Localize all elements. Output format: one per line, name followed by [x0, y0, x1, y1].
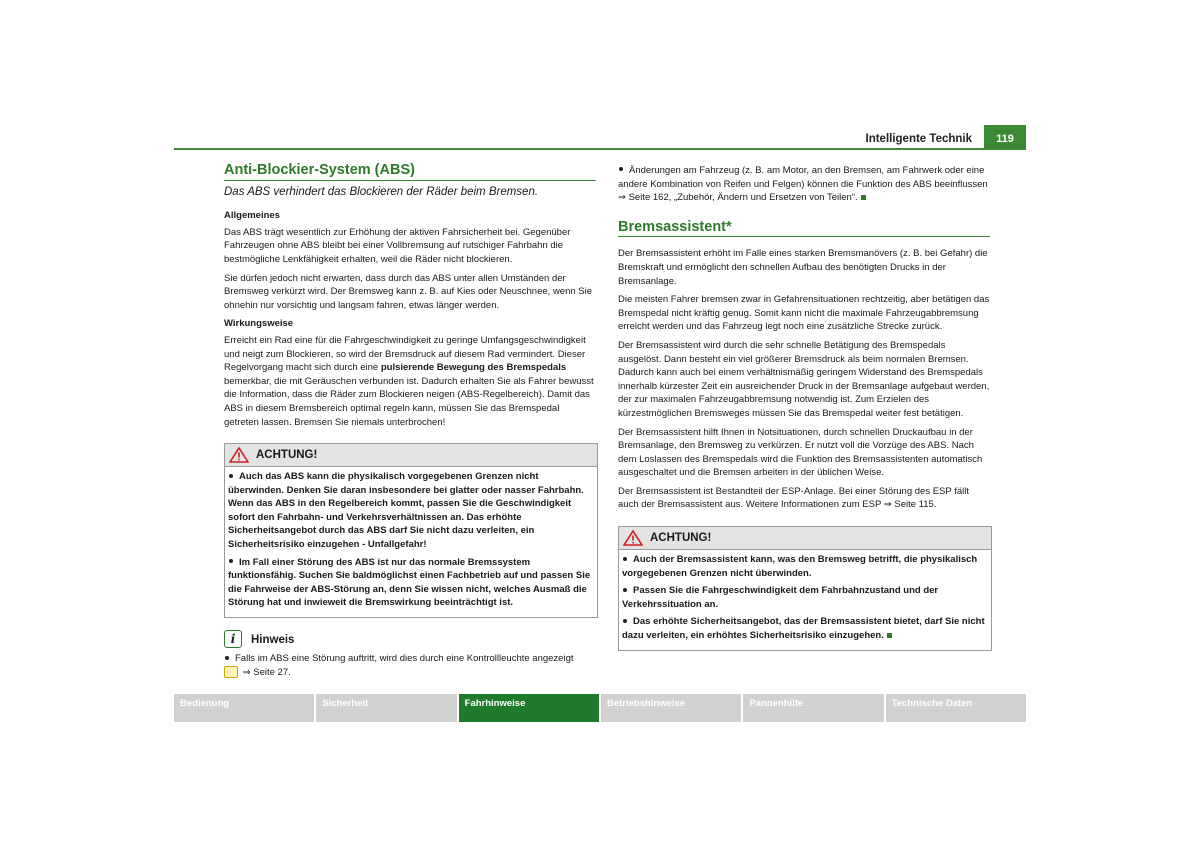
end-mark-icon — [887, 633, 892, 638]
page-number: 119 — [984, 125, 1026, 150]
left-column — [224, 164, 596, 684]
paragraph: Der Bremsassistent wird durch die sehr schnelle Betätigung des Bremspedals ausgelöst. Dann besteht ein viel größerer Bremsdruck als beim normalen Bremsen. Dadurch kann auch bei einem verhältnismäßig geringem Widerstand des Bremspedals innerhalb kürzester Zeit ein ausreichender Druck in der Bremsanlage aufgebaut werden, der zur maximalen Fahrzeugabbremsung notwendig ist. Zum Erzielen des kürzestmöglichen Bremsweges müssen Sie das Bremspedal weiter fest betätigen. — [618, 339, 990, 419]
tab-pannenhilfe[interactable]: Pannenhilfe — [743, 694, 883, 722]
section-lead: Das ABS verhindert das Blockieren der Räder beim Bremsen. — [224, 185, 539, 198]
warning-item: Passen Sie die Fahrgeschwindigkeit dem Fahrbahnzustand und der Verkehrssituation an. — [622, 585, 939, 610]
tab-sicherheit[interactable]: Sicherheit — [316, 694, 456, 722]
paragraph: Die meisten Fahrer bremsen zwar in Gefahrensituationen rechtzeitig, aber betätigen das Bremspedal nicht kräftig genug. Somit kann nicht die maximale Fahrzeugabbremsung erreicht werden und das Fahrzeug legt noch eine zusätzliche Strecke zurück. — [618, 294, 990, 333]
tab-technische-daten[interactable]: Technische Daten — [886, 694, 1026, 722]
paragraph: Der Bremsassistent erhöht im Falle eines starken Bremsmanövers (z. B. bei Gefahr) die Bremskraft und ermöglicht den schnellen Aufbau des benötigten Drucks in der Bremsanlage. — [618, 248, 988, 287]
chapter-tab-bar — [174, 694, 1026, 722]
chapter-title: Intelligente Technik — [865, 133, 972, 145]
subheading-allgemeines: Allgemeines — [224, 210, 280, 222]
warning-item: Im Fall einer Störung des ABS ist nur das normale Bremssystem funktionsfähig. Suchen Sie baldmöglichst einen Fachbetrieb auf und passen Sie die Fahrweise der ABS-Störung an, denn Sie wissen nicht, welches Ausmaß die Störung hat und inwieweit die Bremswirkung beeinträchtigt ist. — [228, 556, 591, 609]
warning-box — [618, 526, 992, 651]
tab-fahrhinweise[interactable]: Fahrhinweise — [459, 694, 599, 722]
warning-item: Das erhöhte Sicherheitsangebot, das der Bremsassistent bietet, darf Sie nicht dazu verleiten, ein erhöhtes Sicherheitsrisiko einzugehen. — [622, 616, 985, 642]
subheading-wirkungsweise: Wirkungsweise — [224, 318, 294, 330]
warning-header — [225, 444, 597, 467]
end-mark-icon — [861, 195, 866, 200]
warning-body — [619, 550, 991, 650]
bullet-icon — [229, 559, 233, 563]
section-heading-bremsassistent: Bremsassistent* — [618, 221, 990, 238]
bullet-icon — [623, 588, 627, 592]
warning-title: ACHTUNG! — [256, 449, 318, 462]
warning-header — [619, 527, 991, 550]
bullet-icon — [225, 656, 229, 660]
warning-triangle-icon — [229, 447, 249, 463]
info-icon — [224, 630, 242, 648]
warning-item: Auch das ABS kann die physikalisch vorgegebenen Grenzen nicht überwinden. Denken Sie daran insbesondere bei glatter oder nasser Fahrbahn. Wenn das ABS in den Regelbereich kommt, passen Sie die Geschwindigkeit sofort den Fahrbahn- und Verkehrsverhältnissen an. Das erhöhte Sicherheitsangebot durch das ABS darf Sie nicht dazu verleiten, ein Sicherheitsrisiko einzugehen - Unfallgefahr! — [228, 471, 584, 551]
right-column — [618, 164, 990, 651]
paragraph: Der Bremsassistent ist Bestandteil der ESP-Anlage. Bei einer Störung des ESP fällt auch der Bremsassistent aus. Weitere Informationen zum ESP ⇒ Seite 115. — [618, 485, 969, 511]
header-rule — [174, 148, 1026, 150]
tab-bedienung[interactable]: Bedienung — [174, 694, 314, 722]
bullet-icon — [229, 474, 233, 478]
warning-item: Auch der Bremsassistent kann, was den Bremsweg betrifft, die physikalisch vorgegebenen Grenzen nicht überwinden. — [622, 554, 978, 579]
warning-title: ACHTUNG! — [650, 532, 712, 545]
warning-body — [225, 467, 597, 617]
warning-box — [224, 443, 598, 618]
tab-betriebshinweise[interactable]: Betriebshinweise — [601, 694, 741, 722]
paragraph: Das ABS trägt wesentlich zur Erhöhung der aktiven Fahrsicherheit bei. Gegenüber Fahrzeugen ohne ABS bleibt bei einer Vollbremsung auf rutschiger Fahrbahn die bestmögliche Lenkfähigkeit erhalten, weil die Räder nicht blockieren. — [224, 226, 571, 265]
hint-text: Falls im ABS eine Störung auftritt, wird dies durch eine Kontrollleuchte angezeigt ⇒ Seite 27. — [224, 652, 596, 679]
paragraph: Sie dürfen jedoch nicht erwarten, dass durch das ABS unter allen Umständen der Bremsweg verkürzt wird. Der Bremsweg kann z. B. auf Kies oder Neuschnee, wenn Sie ohnehin nur vorsichtig und langsam fahren, etwas länger werden. — [224, 272, 593, 311]
bullet-icon — [619, 167, 623, 171]
hint-title: Hinweis — [251, 634, 295, 647]
bullet-icon — [623, 619, 627, 623]
warning-triangle-icon — [623, 530, 643, 546]
bullet-icon — [623, 557, 627, 561]
bullet-item: Änderungen am Fahrzeug (z. B. am Motor, an den Bremsen, am Fahrwerk oder eine andere Kombination von Reifen und Felgen) können die Funktion des ABS beeinflussen ⇒ Seite 162, „Zubehör, Ändern und Ersetzen von Teilen“. — [618, 165, 988, 204]
abs-warning-light-icon — [224, 666, 238, 678]
paragraph: Der Bremsassistent hilft Ihnen in Notsituationen, durch schnellen Druckaufbau in der Bremsanlage, den Bremsweg zu verkürzen. Er nutzt voll die Vorzüge des ABS. Nach dem Loslassen des Bremspedals wird die Funktion des Bremsassistenten automatisch ausgeschaltet und die Bremsen arbeiten in der üblichen Weise. — [618, 426, 983, 479]
hint-header — [224, 630, 596, 652]
paragraph: Erreicht ein Rad eine für die Fahrgeschwindigkeit zu geringe Umfangsgeschwindigkeit und neigt zum Blockieren, so wird der Bremsdruck auf diesem Rad vermindert. Dieser Regelvorgang macht sich durch eine pulsierende Bewegung des Bremspedals bemerkbar, die mit Geräuschen verbunden ist. Dadurch erhalten Sie als Fahrer bewusst die Information, dass die Räder zum Blockieren neigen (ABS-Regelbereich). Damit das ABS in diesem Bremsbereich optimal regeln kann, müssen Sie das Bremspedal getreten lassen. Bremsen Sie niemals unterbrochen! — [224, 334, 594, 428]
section-heading-abs: Anti-Blockier-System (ABS) — [224, 164, 596, 181]
